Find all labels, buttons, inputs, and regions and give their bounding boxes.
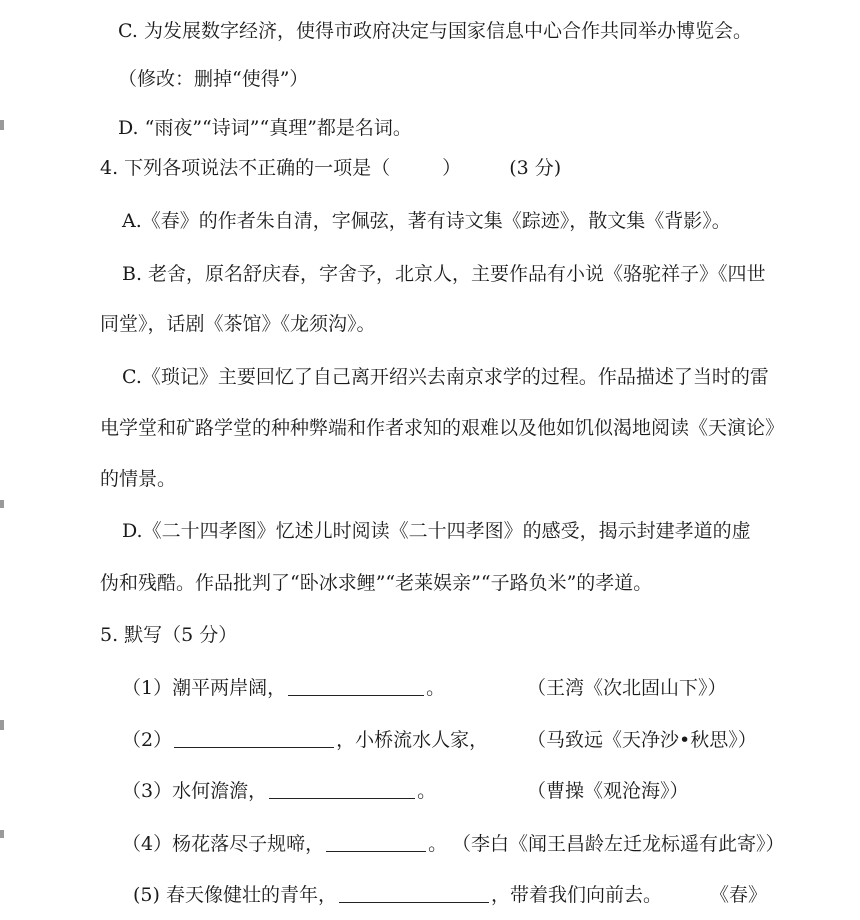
q5-stem: 5. 默写（5 分）	[100, 624, 238, 646]
q4-score: (3 分)	[509, 157, 562, 179]
q5-item-3-post: 。	[417, 780, 437, 802]
q5-item-4-source: （李白《闻王昌龄左迁龙标遥有此寄》）	[452, 833, 785, 855]
q5-item-5-post: ，带着我们向前去。	[490, 884, 662, 906]
q5-item-2-pre: （2）	[122, 729, 173, 751]
q5-item-2-source: （马致远《天净沙•秋思》）	[527, 729, 757, 751]
q5-item-1	[122, 675, 445, 701]
q4-stem	[100, 155, 561, 181]
q5-item-4-post: 。	[428, 833, 448, 855]
scan-edge-mark	[0, 120, 4, 130]
answer-blank[interactable]	[339, 884, 489, 903]
q5-item-3-pre: （3）水何澹澹，	[122, 780, 268, 802]
answer-blank[interactable]	[288, 677, 424, 696]
q5-item-5-source: 《春》	[710, 884, 768, 906]
scan-edge-mark	[0, 500, 4, 508]
answer-blank[interactable]	[326, 833, 426, 852]
q5-item-3-source: （曹操《观沧海》）	[527, 780, 689, 802]
scan-edge-mark	[0, 830, 4, 838]
q3-option-c: C. 为发展数字经济，使得市政府决定与国家信息中心合作共同举办博览会。	[118, 20, 752, 42]
q4-stem-text: 4. 下列各项说法不正确的一项是（	[100, 157, 391, 179]
q4-option-c-line1: C.《琐记》主要回忆了自己离开绍兴去南京求学的过程。作品描述了当时的雷	[122, 366, 769, 388]
q4-option-c-line3: 的情景。	[100, 468, 177, 490]
q4-option-c-line2: 电学堂和矿路学堂的种种弊端和作者求知的艰难以及他如饥似渴地阅读《天演论》	[100, 417, 785, 439]
q4-option-d-line1: D.《二十四孝图》忆述儿时阅读《二十四孝图》的感受，揭示封建孝道的虚	[122, 520, 751, 542]
q5-item-1-source: （王湾《次北固山下》）	[527, 677, 727, 699]
q5-item-2	[122, 727, 488, 753]
q4-option-b-line1: B. 老舍，原名舒庆春，字舍予，北京人，主要作品有小说《骆驼祥子》《四世	[122, 263, 766, 285]
q5-item-2-post: ，小桥流水人家，	[336, 729, 489, 751]
q4-option-d-line2: 伪和残酷。作品批判了“卧冰求鲤”“老莱娱亲”“子路负米”的孝道。	[100, 572, 653, 594]
q5-item-4	[122, 831, 447, 857]
answer-blank[interactable]	[174, 729, 334, 748]
q5-item-5-pre: (5) 春天像健壮的青年，	[133, 884, 337, 906]
q5-item-3	[122, 778, 436, 804]
scan-edge-mark	[0, 720, 4, 730]
q4-stem-close: ）	[442, 157, 462, 179]
q4-option-a: A.《春》的作者朱自清，字佩弦，著有诗文集《踪迹》，散文集《背影》。	[122, 210, 731, 232]
q5-item-1-post: 。	[426, 677, 446, 699]
q5-item-5	[133, 882, 662, 908]
q4-option-b-line2: 同堂》，话剧《茶馆》《龙须沟》。	[100, 313, 376, 335]
q3-option-d: D. “雨夜”“诗词”“真理”都是名词。	[118, 117, 412, 139]
q3-option-c-fix: （修改：删掉“使得”）	[118, 68, 309, 90]
q5-item-4-pre: （4）杨花落尽子规啼，	[122, 833, 325, 855]
answer-blank[interactable]	[269, 780, 415, 799]
q5-item-1-pre: （1）潮平两岸阔，	[122, 677, 287, 699]
